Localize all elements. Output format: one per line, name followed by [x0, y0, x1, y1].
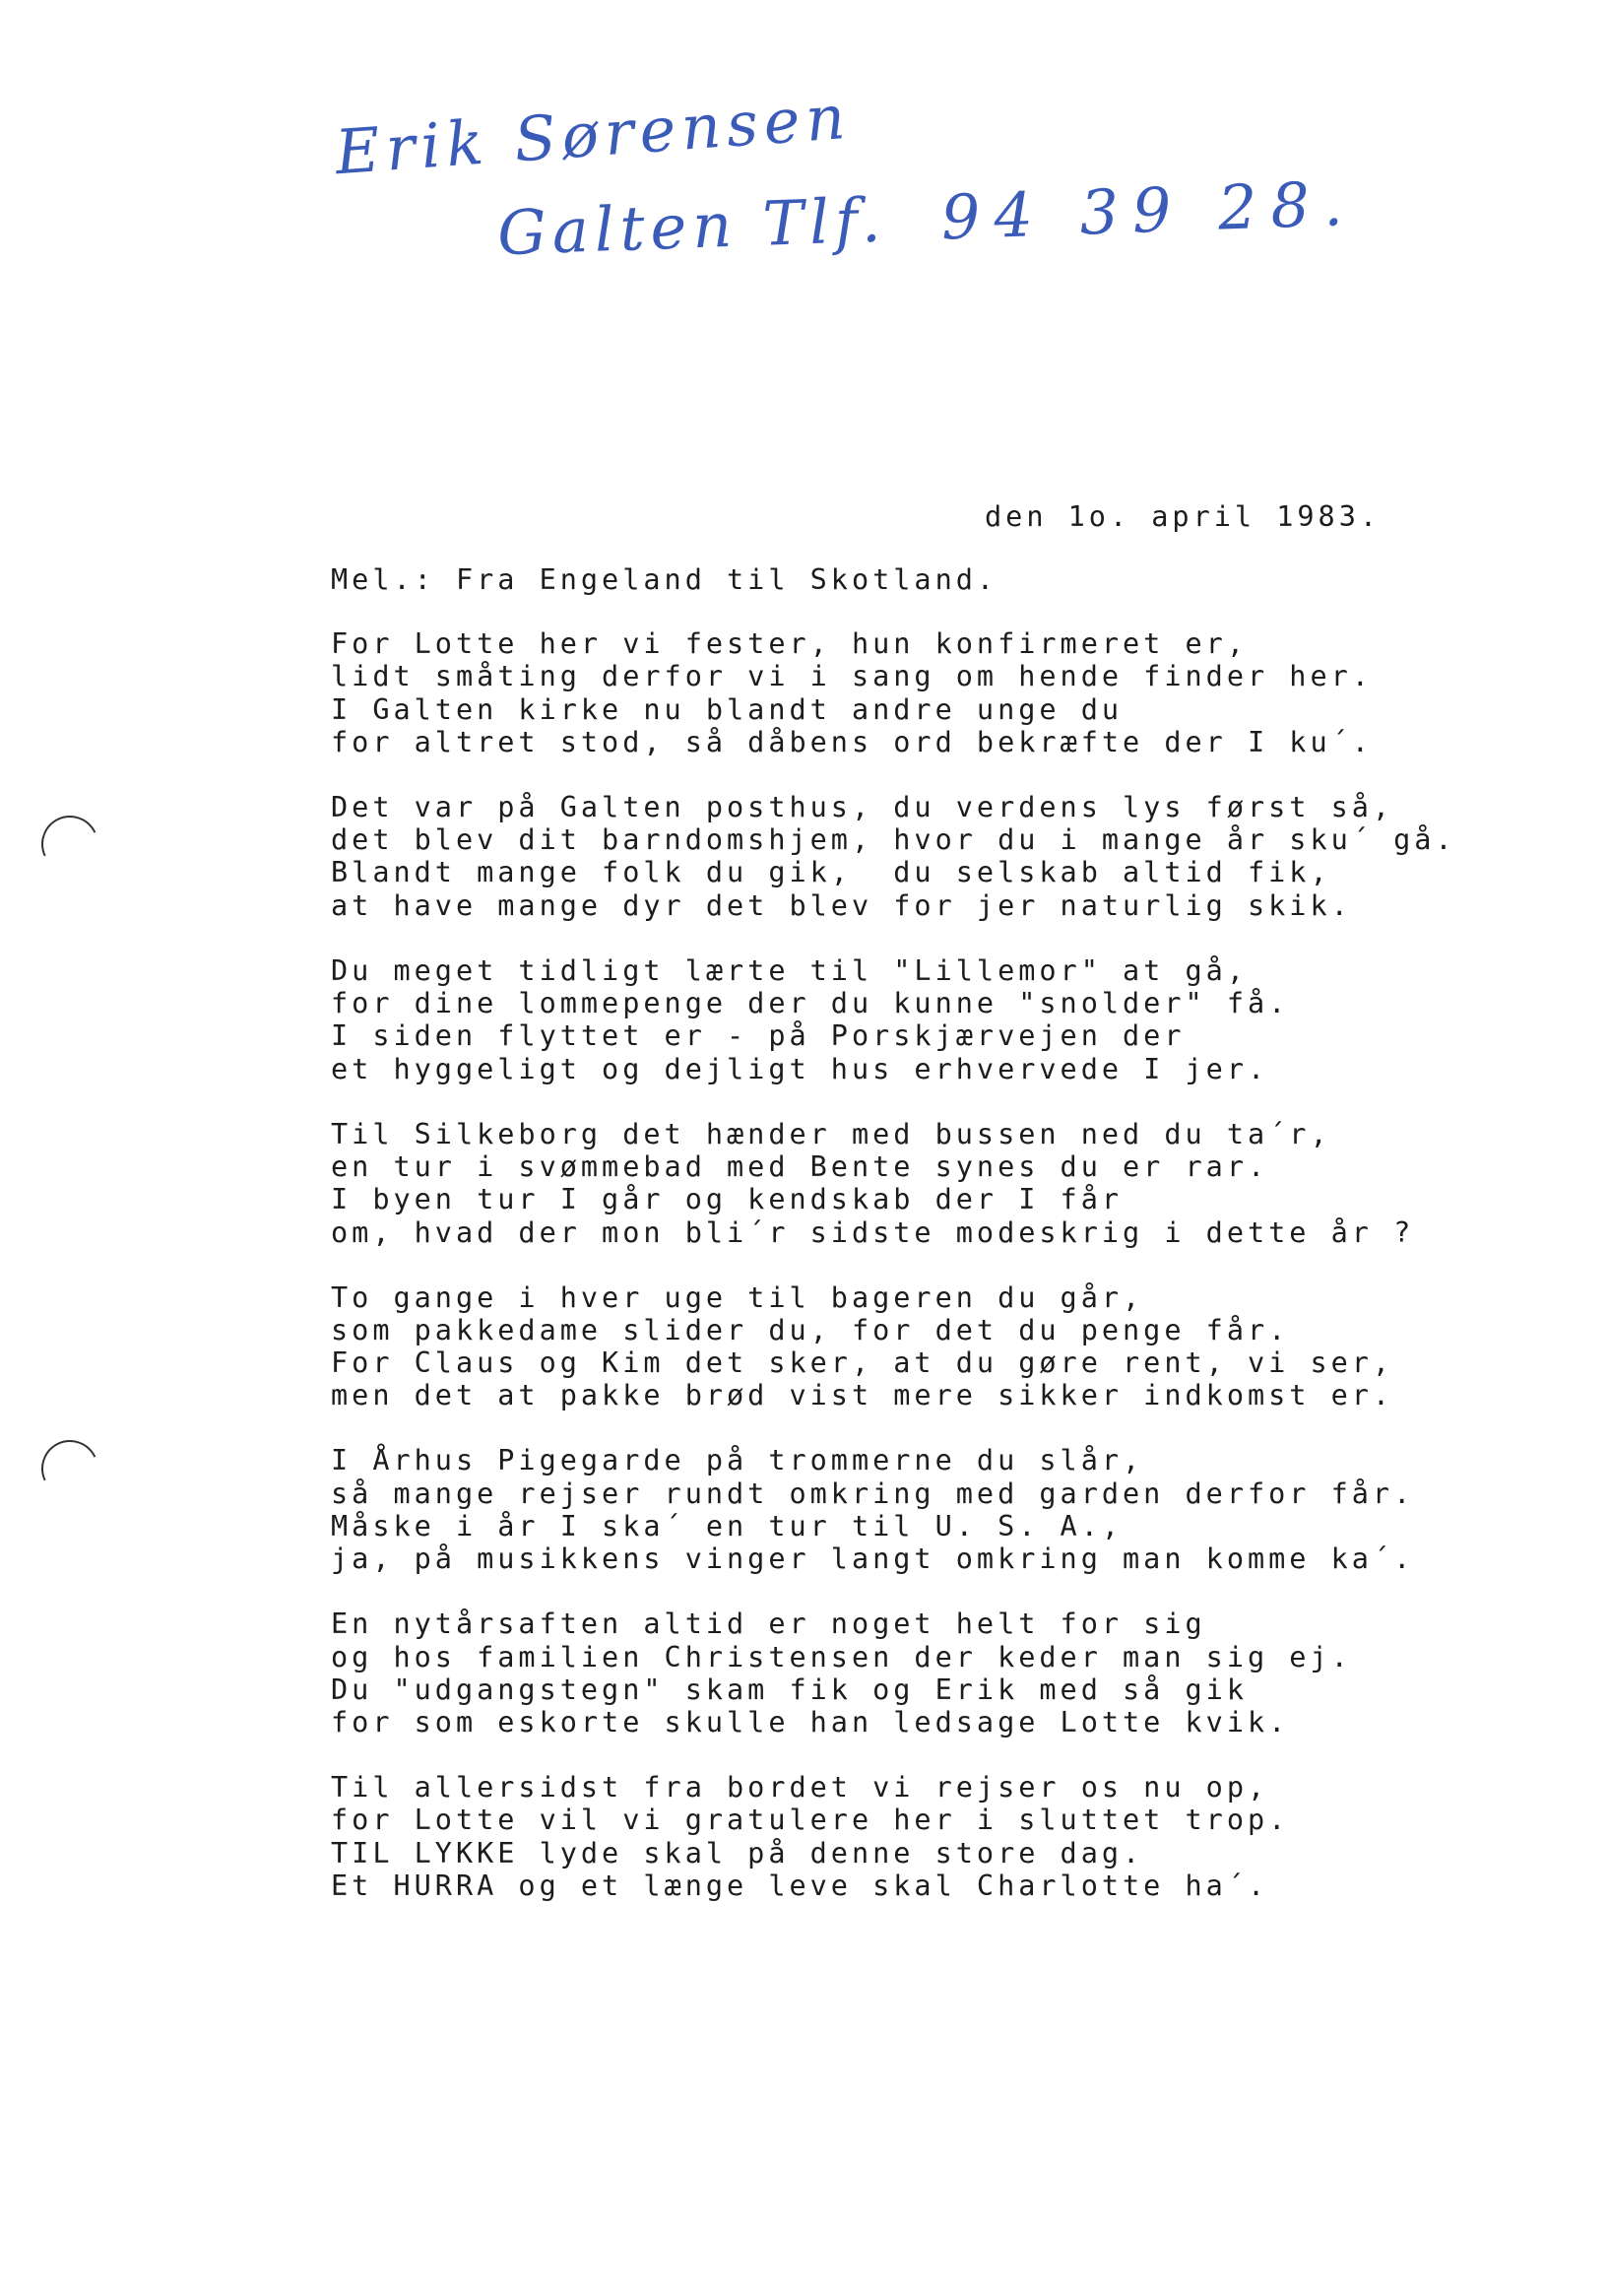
verse-line: et hyggeligt og dejligt hus erhvervede I jer. — [331, 1052, 1269, 1085]
verse-5 — [331, 1281, 1463, 1412]
handwritten-place: Galten — [495, 188, 740, 270]
verse-line: Til allersidst fra bordet vi rejser os nu op, — [331, 1771, 1269, 1804]
verse-line: I siden flyttet er - på Porskjærvejen der — [331, 1019, 1186, 1053]
verse-7 — [331, 1607, 1463, 1738]
verse-line: TIL LYKKE lyde skal på denne store dag. — [331, 1836, 1144, 1870]
verse-line: så mange rejser rundt omkring med garden derfor får. — [331, 1476, 1415, 1510]
verse-6 — [331, 1444, 1463, 1575]
verse-1 — [331, 627, 1463, 758]
verse-8 — [331, 1771, 1463, 1902]
verse-line: Blandt mange folk du gik, du selskab altid fik, — [331, 856, 1331, 889]
verse-3 — [331, 954, 1463, 1085]
verse-line: For Lotte her vi fester, hun konfirmeret er, — [331, 627, 1248, 660]
verse-line: at have mange dyr det blev for jer naturlig skik. — [331, 888, 1352, 922]
song-verses — [331, 627, 1463, 1935]
letter-date: den 1o. april 1983. — [985, 500, 1382, 533]
handwritten-phone-number: 94 39 28. — [939, 166, 1358, 254]
verse-line: Det var på Galten posthus, du verdens lys først så, — [331, 790, 1394, 823]
verse-line: som pakkedame slider du, for det du penge får. — [331, 1313, 1290, 1346]
verse-line: ja, på musikkens vinger langt omkring man komme ka´. — [331, 1542, 1415, 1576]
verse-2 — [331, 791, 1463, 922]
verse-line: det blev dit barndomshjem, hvor du i mange år sku´ gå. — [331, 823, 1456, 857]
verse-line: Du "udgangstegn" skam fik og Erik med så gik — [331, 1673, 1248, 1706]
verse-line: I Galten kirke nu blandt andre unge du — [331, 692, 1124, 726]
verse-line: for Lotte vil vi gratulere her i sluttet trop. — [331, 1804, 1290, 1837]
verse-line: men det at pakke brød vist mere sikker indkomst er. — [331, 1379, 1394, 1412]
verse-line: Til Silkeborg det hænder med bussen ned du ta´r, — [331, 1117, 1331, 1150]
verse-line: Måske i år I ska´ en tur til U. S. A., — [331, 1509, 1124, 1542]
verse-line: en tur i svømmebad med Bente synes du er rar. — [331, 1149, 1269, 1183]
verse-line: To gange i hver uge til bageren du går, — [331, 1280, 1144, 1314]
verse-line: I Århus Pigegarde på trommerne du slår, — [331, 1444, 1144, 1477]
verse-line: Du meget tidligt lærte til "Lillemor" at gå, — [331, 953, 1248, 987]
verse-line: For Claus og Kim det sker, at du gøre rent, vi ser, — [331, 1346, 1394, 1380]
melody-line: Mel.: Fra Engeland til Skotland. — [331, 563, 998, 596]
verse-line: for som eskorte skulle han ledsage Lotte kvik. — [331, 1706, 1290, 1739]
handwritten-name-text: Erik Sørensen — [333, 80, 854, 189]
verse-line: lidt småting derfor vi i sang om hende finder her. — [331, 660, 1373, 693]
verse-line: Et HURRA og et længe leve skal Charlotte ha´. — [331, 1870, 1269, 1903]
handwritten-contact — [496, 167, 1358, 269]
verse-line: og hos familien Christensen der keder man sig ej. — [331, 1640, 1352, 1673]
punch-hole-bottom — [33, 1432, 106, 1505]
handwritten-phone-label: Tlf. — [761, 183, 888, 260]
verse-line: for dine lommepenge der du kunne "snolder" få. — [331, 987, 1290, 1020]
verse-line: for altret stod, så dåbens ord bekræfte der I ku´. — [331, 725, 1373, 758]
verse-4 — [331, 1118, 1463, 1249]
handwritten-name — [333, 81, 853, 188]
verse-line: En nytårsaften altid er noget helt for sig — [331, 1607, 1206, 1641]
verse-line: om, hvad der mon bli´r sidste modeskrig i dette år ? — [331, 1215, 1415, 1249]
punch-hole-top — [33, 808, 106, 881]
verse-line: I byen tur I går og kendskab der I får — [331, 1183, 1124, 1216]
